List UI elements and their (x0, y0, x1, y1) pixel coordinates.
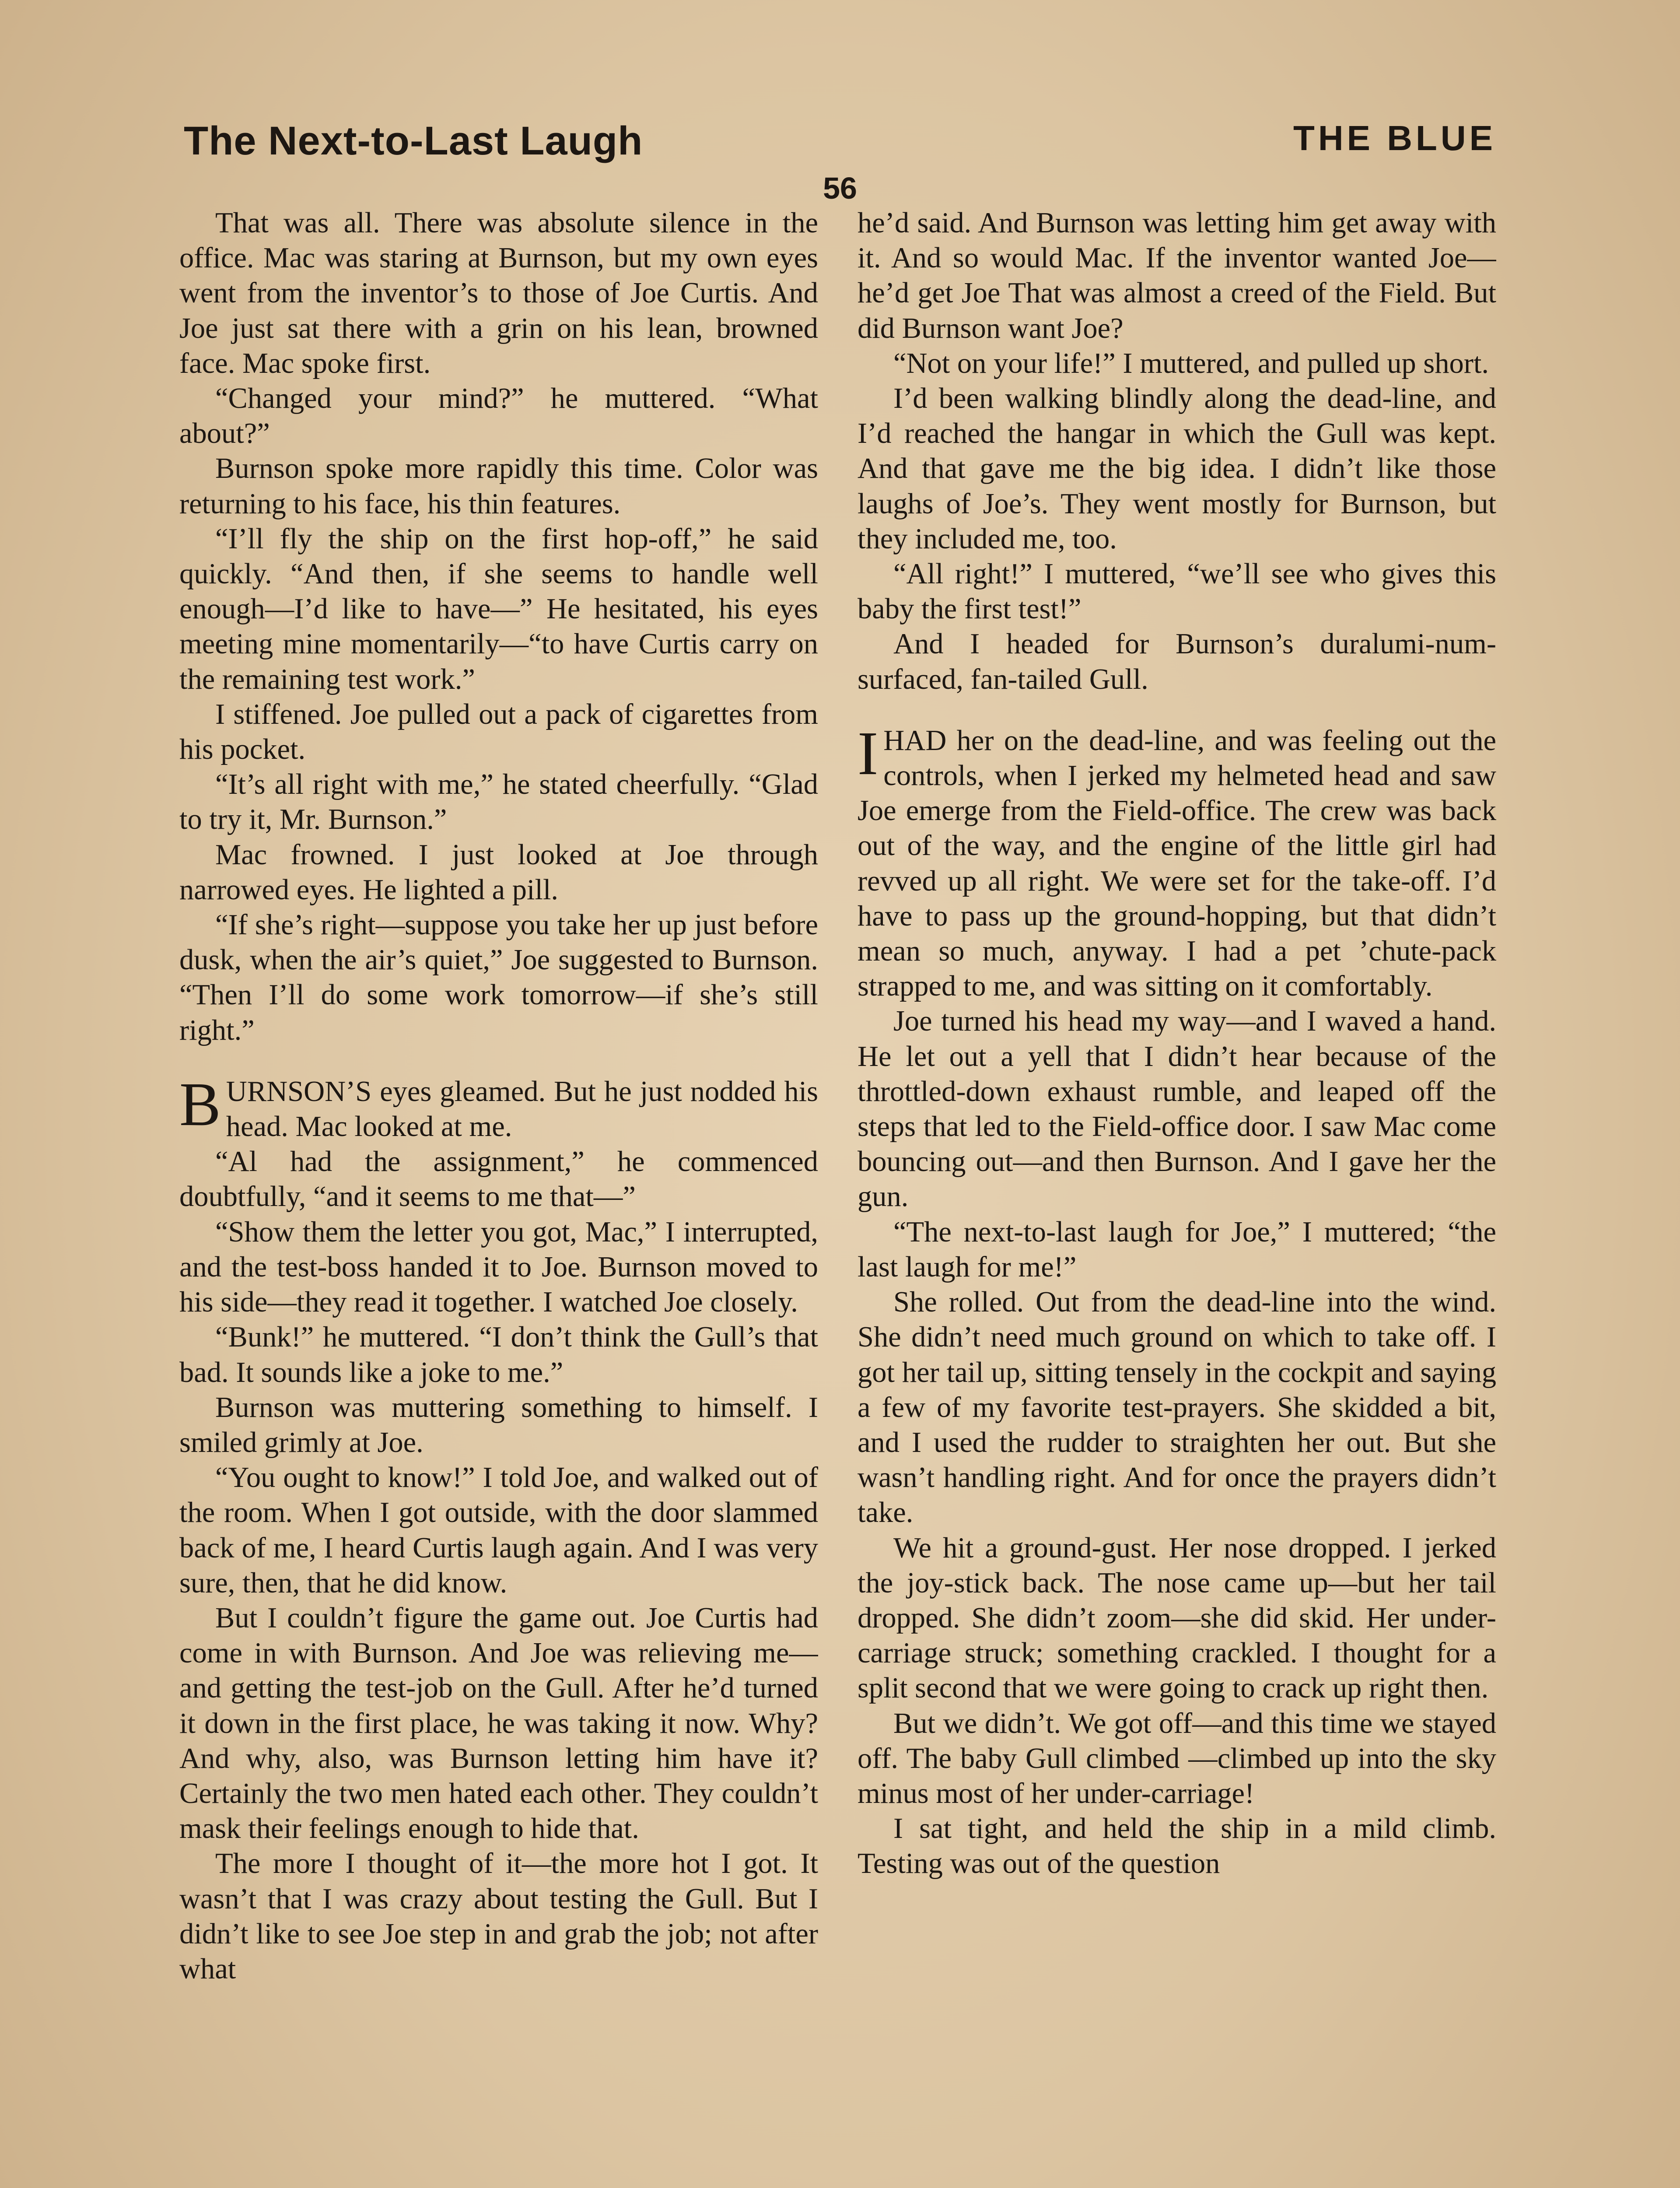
paragraph (858, 1004, 1496, 1214)
paragraph-text: But I couldn’t figure the game out. Joe Curtis had come in with Burnson. And Joe was relieving me—and getting the test-job on the Gull. After he’d turned it down in the first place, he was taking it now. Why? And why, also, was Burnson letting him have it? Certainly the two men hated each other. They couldn’t mask their feelings enough to hide that. (179, 1602, 818, 1845)
paragraph-text: Burnson spoke more rapidly this time. Color was returning to his face, his thin features. (179, 452, 818, 520)
paragraph-text: “It’s all right with me,” he stated cheerfully. “Glad to try it, Mr. Burnson.” (179, 768, 818, 836)
drop-cap: B (179, 1069, 221, 1139)
paragraph-text: “The next-to-last laugh for Joe,” I muttered; “the last laugh for me!” (858, 1216, 1496, 1283)
paragraph-text: URNSON’S eyes gleamed. But he just nodded his head. Mac looked at me. (226, 1075, 818, 1143)
paragraph-text: “Show them the letter you got, Mac,” I interrupted, and the test-boss handed it to Joe. Burnson moved to his side—they read it together. I watched Joe closely. (179, 1216, 818, 1318)
paragraph (858, 1215, 1496, 1285)
paragraph (179, 206, 818, 381)
paragraph (858, 1531, 1496, 1706)
paragraph (179, 767, 818, 837)
paragraph-text: “Bunk!” he muttered. “I don’t think the Gull’s that bad. It sounds like a joke to me.” (179, 1321, 818, 1389)
paragraph (179, 908, 818, 1048)
paragraph (858, 1811, 1496, 1881)
paragraph (179, 1069, 818, 1144)
paragraph (179, 1460, 818, 1601)
text-columns (179, 206, 1496, 2188)
paragraph (179, 1215, 818, 1320)
paragraph-text: he’d said. And Burnson was letting him get away with it. And so would Mac. If the inventor wanted Joe—he’d get Joe That was almost a creed of the Field. But did Burnson want Joe? (858, 207, 1496, 344)
paragraph-text: The more I thought of it—the more hot I got. It wasn’t that I was crazy about testing the Gull. But I didn’t like to see Joe step in and grab the job; not after what (179, 1848, 818, 1985)
paragraph (858, 381, 1496, 557)
paragraph-text: “If she’s right—suppose you take her up just before dusk, when the air’s quiet,” Joe suggested to Burnson. “Then I’ll do some work tomorrow—if she’s still right.” (179, 909, 818, 1046)
paragraph-text: But we didn’t. We got off—and this time we stayed off. The baby Gull climbed —climbed up into the sky minus most of her under-carriage! (858, 1707, 1496, 1809)
left-column (179, 206, 818, 2188)
drop-cap: I (858, 718, 878, 788)
paragraph-text: “I’ll fly the ship on the first hop-off,” he said quickly. “And then, if she seems to handle well enough—I’d like to have—” He hesitated, his eyes meeting mine momentarily—“to have Curtis carry on the remaining test work.” (179, 522, 818, 695)
paragraph (179, 1144, 818, 1214)
paragraph-text: Burnson was muttering something to himself. I smiled grimly at Joe. (179, 1391, 818, 1459)
paragraph (858, 627, 1496, 697)
paragraph-text: That was all. There was absolute silence in the office. Mac was staring at Burnson, but my own eyes went from the inventor’s to those of Joe Curtis. And Joe just sat there with a grin on his lean, browned face. Mac spoke first. (179, 207, 818, 379)
paragraph (179, 838, 818, 908)
paragraph-text: “All right!” I muttered, “we’ll see who gives this baby the first test!” (858, 558, 1496, 625)
paragraph-text: HAD her on the dead-line, and was feeling out the controls, when I jerked my helmeted head and saw Joe emerge from the Field-office. The crew was back out of the way, and the engine of the little girl had revved up all right. We were set for the take-off. I’d have to pass up the ground-hopping, but that didn’t mean so much, anyway. I had a pet ’chute-pack strapped to me, and was sitting on it comfortably. (858, 724, 1496, 1003)
paragraph-text: Joe turned his head my way—and I waved a hand. He let out a yell that I didn’t hear because of the throttled-down exhaust rumble, and leaped off the steps that led to the Field-office door. I saw Mac come bouncing out—and then Burnson. And I gave her the gun. (858, 1005, 1496, 1213)
paragraph (858, 1285, 1496, 1530)
paragraph (858, 346, 1496, 381)
paragraph-text: And I headed for Burnson’s duralumi-num-surfaced, fan-tailed Gull. (858, 628, 1496, 695)
page-header (184, 118, 1496, 205)
paragraph-text: “Al had the assignment,” he commenced doubtfully, “and it seems to me that—” (179, 1146, 818, 1213)
paragraph (858, 718, 1496, 1004)
paragraph (858, 557, 1496, 627)
paragraph (179, 522, 818, 697)
paragraph-text: “Not on your life!” I muttered, and pulled up short. (893, 347, 1489, 379)
paragraph (858, 206, 1496, 346)
paragraph (179, 1390, 818, 1460)
paragraph (858, 1706, 1496, 1812)
paragraph-text: We hit a ground-gust. Her nose dropped. I jerked the joy-stick back. The nose came up—but her tail dropped. She didn’t zoom—she did skid. Her under-carriage struck; something crackled. I thought for a split second that we were going to crack up right then. (858, 1532, 1496, 1704)
paragraph-text: “Changed your mind?” he muttered. “What about?” (179, 382, 818, 450)
paragraph-text: I’d been walking blindly along the dead-line, and I’d reached the hangar in which the Gull was kept. And that gave me the big idea. I didn’t like those laughs of Joe’s. They went mostly for Burnson, but they included me, too. (858, 382, 1496, 555)
paragraph (179, 697, 818, 767)
paragraph-text: She rolled. Out from the dead-line into the wind. She didn’t need much ground on which to take off. I got her tail up, sitting tensely in the cockpit and saying a few of my favorite test-prayers. She skidded a bit, and I used the rudder to straighten her out. But she wasn’t handling right. And for once the prayers didn’t take. (858, 1286, 1496, 1529)
magazine-title: THE BLUE (1293, 119, 1496, 158)
page-number: 56 (823, 171, 857, 205)
paragraph (179, 1320, 818, 1390)
paragraph (179, 1846, 818, 1987)
paragraph-text: “You ought to know!” I told Joe, and walked out of the room. When I got outside, with the door slammed back of me, I heard Curtis laugh again. And I was very sure, then, that he did know. (179, 1462, 818, 1599)
story-title: The Next-to-Last Laugh (184, 119, 643, 163)
paragraph-text: I stiffened. Joe pulled out a pack of cigarettes from his pocket. (179, 698, 818, 766)
paragraph (179, 1601, 818, 1846)
paragraph (179, 381, 818, 451)
paragraph-text: I sat tight, and held the ship in a mild climb. Testing was out of the question (858, 1813, 1496, 1880)
right-column (858, 206, 1496, 2188)
paragraph-text: Mac frowned. I just looked at Joe through narrowed eyes. He lighted a pill. (179, 838, 818, 906)
paragraph (179, 451, 818, 521)
